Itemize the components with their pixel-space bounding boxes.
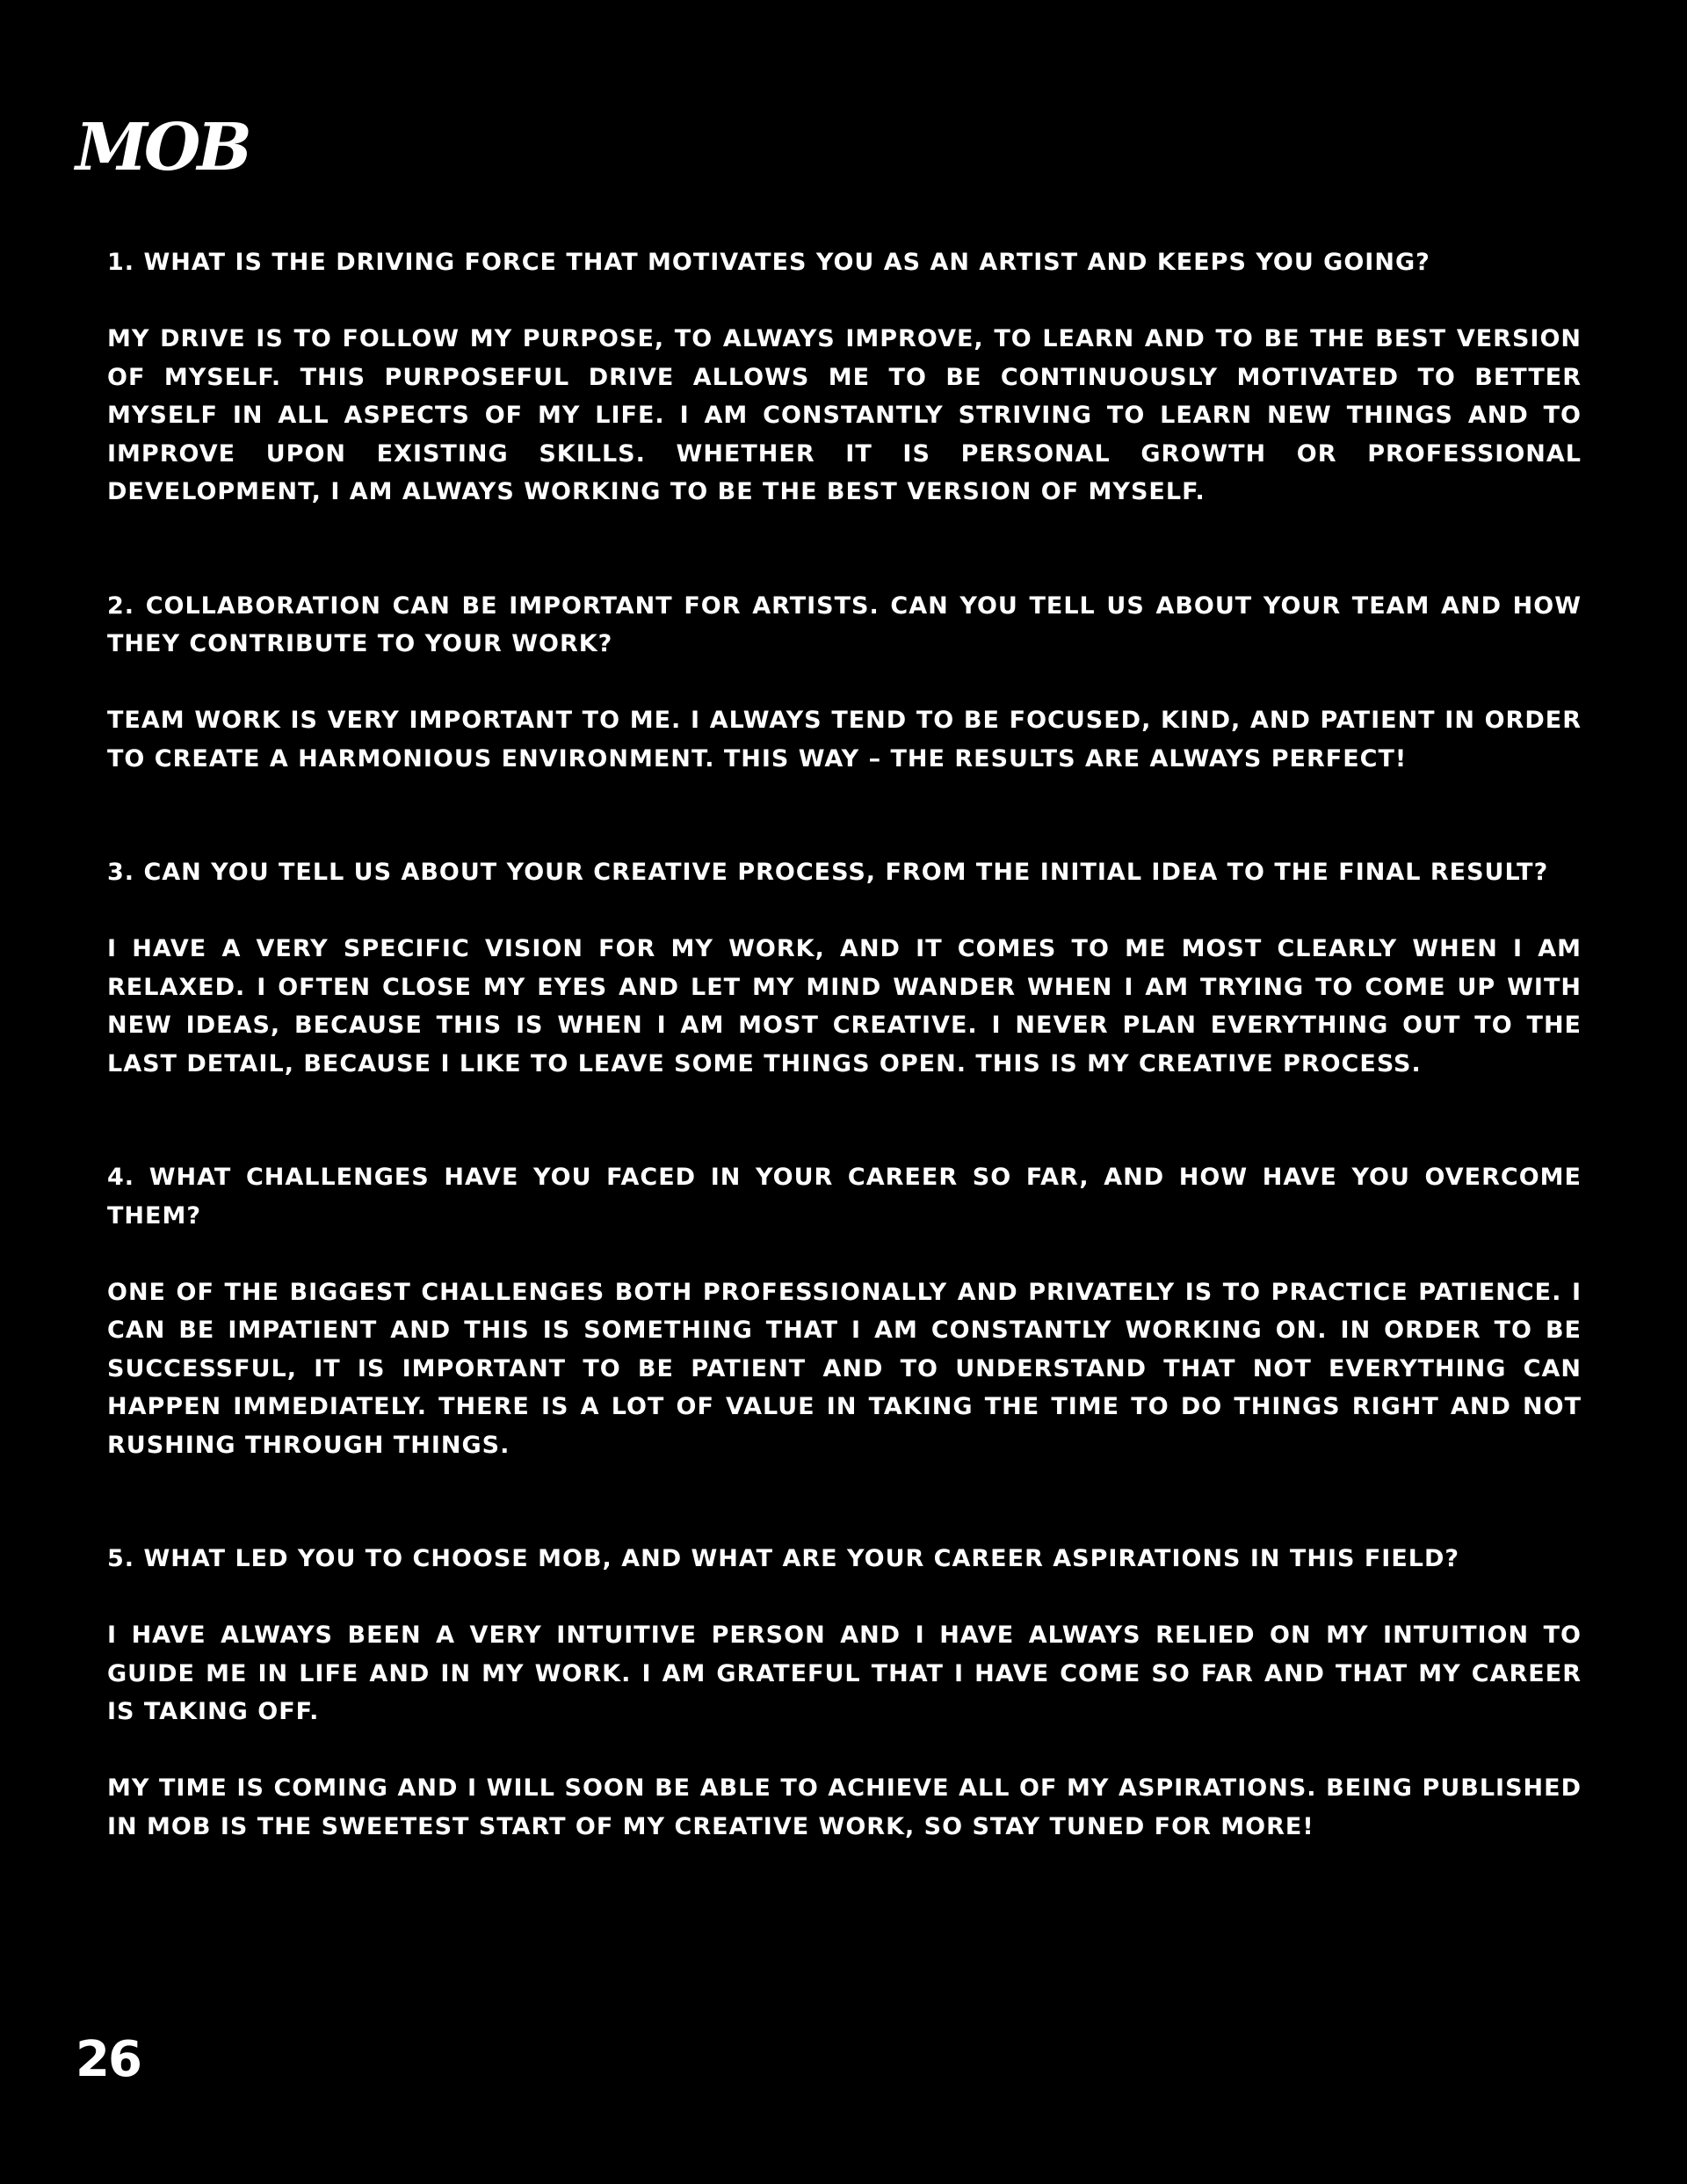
answer-5a: I HAVE ALWAYS BEEN A VERY INTUITIVE PERSON AND I HAVE ALWAYS RELIED ON MY INTUITION TO GUIDE ME IN LIFE AND IN MY WORK. I AM GRATEFUL THAT I HAVE COME SO FAR AND THAT MY CAREER IS TAKING OFF.: [107, 1622, 1582, 1725]
magazine-logo: MOB: [76, 110, 249, 185]
question-4: 4. WHAT CHALLENGES HAVE YOU FACED IN YOUR CAREER SO FAR, AND HOW HAVE YOU OVERCOME THEM?: [107, 1164, 1582, 1230]
page-number: 26: [76, 2031, 141, 2088]
question-2: 2. COLLABORATION CAN BE IMPORTANT FOR ARTISTS. CAN YOU TELL US ABOUT YOUR TEAM AND HOW THEY CONTRIBUTE TO YOUR WORK?: [107, 591, 1582, 657]
answer-1: MY DRIVE IS TO FOLLOW MY PURPOSE, TO ALWAYS IMPROVE, TO LEARN AND TO BE THE BEST VERSION OF MYSELF. THIS PURPOSEFUL DRIVE ALLOWS ME TO BE CONTINUOUSLY MOTIVATED TO BETTER MYSELF IN ALL ASPECTS OF MY LIFE. I AM CONSTANTLY STRIVING TO LEARN NEW THINGS AND TO IMPROVE UPON EXISTING SKILLS. WHETHER IT IS PERSONAL GROWTH OR PROFESSIONAL DEVELOPMENT, I AM ALWAYS WORKING TO BE THE BEST VERSION OF MYSELF.: [107, 325, 1582, 505]
answer-4: ONE OF THE BIGGEST CHALLENGES BOTH PROFESSIONALLY AND PRIVATELY IS TO PRACTICE PATIENCE. I CAN BE IMPATIENT AND THIS IS SOMETHING THAT I AM CONSTANTLY WORKING ON. IN ORDER TO BE SUCCESSFUL, IT IS IMPORTANT TO BE PATIENT AND TO UNDERSTAND THAT NOT EVERYTHING CAN HAPPEN IMMEDIATELY. THERE IS A LOT OF VALUE IN TAKING THE TIME TO DO THINGS RIGHT AND NOT RUSHING THROUGH THINGS.: [107, 1278, 1582, 1459]
qa-block-1: [107, 243, 1582, 512]
qa-block-3: [107, 853, 1582, 1083]
question-3: 3. CAN YOU TELL US ABOUT YOUR CREATIVE PROCESS, FROM THE INITIAL IDEA TO THE FINAL RESULT?: [107, 859, 1549, 886]
answer-3: I HAVE A VERY SPECIFIC VISION FOR MY WORK, AND IT COMES TO ME MOST CLEARLY WHEN I AM RELAXED. I OFTEN CLOSE MY EYES AND LET MY MIND WANDER WHEN I AM TRYING TO COME UP WITH NEW IDEAS, BECAUSE THIS IS WHEN I AM MOST CREATIVE. I NEVER PLAN EVERYTHING OUT TO THE LAST DETAIL, BECAUSE I LIKE TO LEAVE SOME THINGS OPEN. THIS IS MY CREATIVE PROCESS.: [107, 935, 1582, 1077]
question-5: 5. WHAT LED YOU TO CHOOSE MOB, AND WHAT ARE YOUR CAREER ASPIRATIONS IN THIS FIELD?: [107, 1545, 1460, 1572]
qa-block-4: [107, 1158, 1582, 1464]
answer-5b: MY TIME IS COMING AND I WILL SOON BE ABLE TO ACHIEVE ALL OF MY ASPIRATIONS. BEING PUBLISHED IN MOB IS THE SWEETEST START OF MY CREATIVE WORK, SO STAY TUNED FOR MORE!: [107, 1774, 1582, 1840]
interview-content: [107, 243, 1582, 1921]
answer-2: TEAM WORK IS VERY IMPORTANT TO ME. I ALWAYS TEND TO BE FOCUSED, KIND, AND PATIENT IN ORDER TO CREATE A HARMONIOUS ENVIRONMENT. THIS WAY – THE RESULTS ARE ALWAYS PERFECT!: [107, 707, 1582, 773]
question-1: 1. WHAT IS THE DRIVING FORCE THAT MOTIVATES YOU AS AN ARTIST AND KEEPS YOU GOING?: [107, 249, 1430, 276]
qa-block-2: [107, 587, 1582, 779]
qa-block-5: [107, 1540, 1582, 1846]
